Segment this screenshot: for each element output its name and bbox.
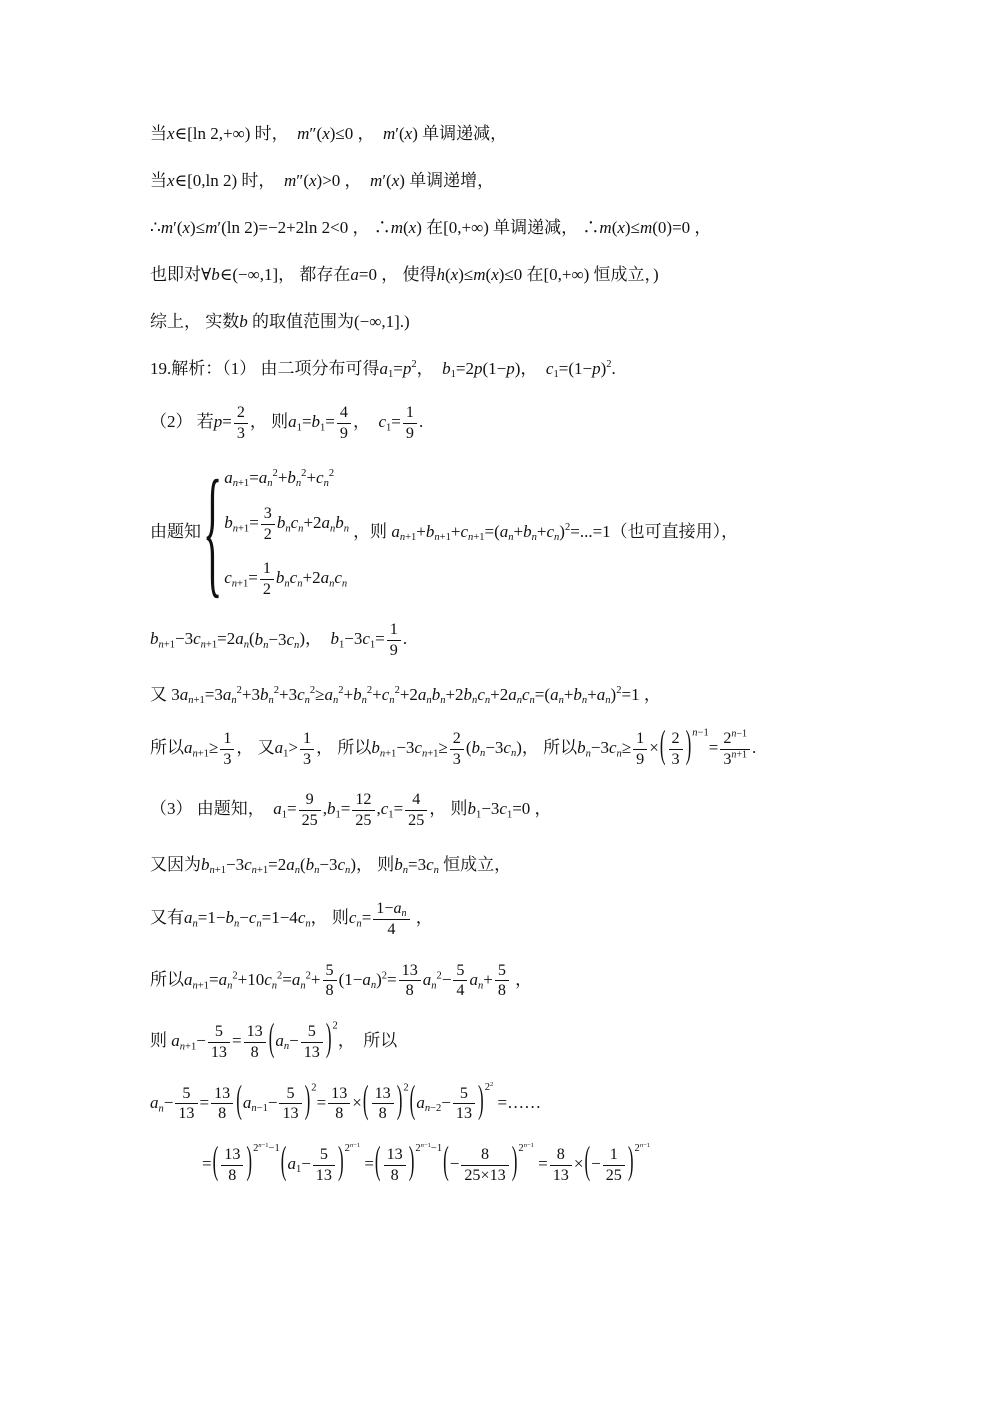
close-paren: ) bbox=[498, 265, 505, 284]
open-paren: ( bbox=[316, 124, 323, 143]
close-paren: ) bbox=[408, 1138, 415, 1183]
open-paren: ( bbox=[584, 1138, 591, 1183]
close-paren: ) bbox=[416, 218, 422, 237]
fraction: $\frac{1}{9}$ bbox=[403, 404, 417, 443]
open-paren: ( bbox=[299, 854, 306, 874]
close-paren: ) bbox=[304, 1077, 311, 1122]
fraction: $\frac{5}{13}$ bbox=[313, 1146, 335, 1185]
fraction: $\frac{13}{8}$ bbox=[221, 1146, 243, 1185]
close-paren: ) bbox=[458, 265, 464, 284]
fraction: $\frac{13}{8}$ bbox=[372, 1085, 394, 1124]
open-paren: ( bbox=[399, 124, 405, 143]
open-paren: ( bbox=[445, 265, 451, 284]
system-label: 由题知 bbox=[150, 522, 201, 542]
fraction: $\frac{1-a_n}{4}$ bbox=[373, 900, 409, 939]
fraction: $\frac{2^{n-1}}{3^{n+1}}$ bbox=[720, 730, 750, 769]
fraction: $\frac{2}{3}$ bbox=[669, 730, 683, 769]
close-paren: ) bbox=[653, 265, 659, 284]
formula-line-15: 所以$a_{n+1}=a_n^2+10c_n^2=a_n^2+$ $\frac{5}{8}$ $(1-a_n)^2=$ $\frac{13}{8}$ $a_n^2-$ $\frac{5}{4}$ $a_n+$ $\frac{5}{8}$ ， bbox=[150, 961, 533, 1000]
close-paren: ) bbox=[600, 359, 607, 378]
close-paren: ) bbox=[396, 1077, 403, 1122]
close-paren: ) bbox=[624, 218, 631, 237]
open-paren: ( bbox=[303, 171, 309, 190]
fraction: $\frac{1}{9}$ bbox=[633, 730, 647, 769]
fraction: $\frac{5}{13}$ bbox=[175, 1085, 197, 1124]
system-equation: $b_{n+1}=$ $\frac{3}{2}$ $b_nc_n+2a_nb_n$ bbox=[224, 505, 350, 544]
open-paren: ( bbox=[465, 738, 472, 758]
close-paren: ) bbox=[404, 312, 410, 331]
fraction: $\frac{8}{13}$ bbox=[550, 1146, 572, 1185]
open-paren: ( bbox=[652, 218, 658, 237]
fraction: $\frac{2}{3}$ bbox=[234, 404, 248, 443]
close-paren: ) bbox=[511, 1138, 518, 1183]
fraction: $\frac{8}{25\times 13}$ bbox=[461, 1146, 508, 1185]
close-paren: ) bbox=[627, 1138, 634, 1183]
fraction: $\frac{13}{8}$ bbox=[244, 1023, 266, 1062]
close-paren: ) bbox=[666, 218, 673, 237]
fraction: $\frac{13}{8}$ bbox=[211, 1085, 233, 1124]
formula-line-6: 19.解析：（1） 由二项分布可得$a_1=p^2$， $b_1=2p(1-p)$， $c_1=(1-p)^2$. bbox=[150, 359, 616, 381]
fraction: $\frac{12}{25}$ bbox=[352, 791, 374, 830]
fraction: $\frac{1}{2}$ bbox=[260, 560, 274, 599]
solution-content bbox=[150, 122, 897, 1208]
open-paren: ( bbox=[362, 1077, 369, 1122]
fraction: $\frac{5}{13}$ bbox=[301, 1023, 323, 1062]
fraction: $\frac{3}{2}$ bbox=[261, 505, 275, 544]
fraction: $\frac{1}{3}$ bbox=[220, 730, 234, 769]
close-paren: ) bbox=[516, 738, 522, 758]
close-paren: ) bbox=[478, 1077, 484, 1122]
system-brace-icon: { bbox=[203, 449, 223, 612]
close-paren: ) bbox=[610, 684, 617, 704]
fraction: $\frac{13}{8}$ bbox=[328, 1085, 350, 1124]
formula-line-10: 又 $3a_{n+1}=3a_n^2+3b_n^2+3c_n^2\ge a_n^2+b_n^2+c_n^2+2a_nb_n+2b_nc_n+2a_nc_n=(a_n+b_n+a_n)^2=1$ ， bbox=[150, 684, 661, 707]
open-paren: ( bbox=[568, 359, 574, 378]
open-paren: ( bbox=[236, 1077, 242, 1122]
formula-line-9: $b_{n+1}-3c_{n+1}=2a_n(b_n-3c_n)$， $b_1-3c_1=$ $\frac{1}{9}$ . bbox=[150, 621, 408, 660]
close-paren: ) bbox=[685, 722, 692, 767]
fraction: $\frac{4}{9}$ bbox=[337, 404, 351, 443]
formula-line-4: 也即对∀b∈(−∞,1]， 都存在a=0 ， 使得h(x)≤m(x)≤0 在[0,+∞) 恒成立，) bbox=[150, 265, 659, 284]
formula-line-17: $a_n-$ $\frac{5}{13}$ = $\frac{13}{8}$ ($a_{n-1}-$ $\frac{5}{13}$ )$^2$= $\frac{13}{8}$ ×( $\frac{13}{8}$ )$^2(a_{n-2}-$ $\frac{5}{13}$ )$^{2^2}$ =…… bbox=[150, 1085, 897, 1124]
fraction: $\frac{13}{8}$ bbox=[399, 962, 421, 1001]
close-paren: ) bbox=[337, 1138, 344, 1183]
open-paren: ( bbox=[248, 629, 255, 649]
formula-line-13: 又因为$b_{n+1}-3c_{n+1}=2a_n(b_n-3c_n)$， 则$b_n=3c_n$ 恒成立， bbox=[150, 854, 512, 877]
open-paren: ( bbox=[611, 218, 618, 237]
formula-line-16: 则 $a_{n+1}-$ $\frac{5}{13}$ = $\frac{13}{8}$ ($a_n-$ $\frac{5}{13}$ )$^2$， 所以 bbox=[150, 1023, 897, 1062]
system-equation: $c_{n+1}=$ $\frac{1}{2}$ $b_nc_n+2a_nc_n$ bbox=[224, 559, 348, 598]
formula-line-5: 综上， 实数b 的取值范围为(−∞,1].) bbox=[150, 312, 410, 331]
fraction: $\frac{2}{3}$ bbox=[450, 730, 464, 769]
formula-line-1: 当x∈[ln 2,+∞) 时， m″(x)≤0 ， m′(x) 单调递减， bbox=[150, 124, 508, 143]
formula-line-14: 又有$a_n=1-b_n-c_n=1-4c_n$， 则$c_n=$ $\frac{1-a_n}{4}$ ， bbox=[150, 899, 433, 938]
system-equation: $a_{n+1}=a_n^2+b_n^2+c_n^2$ bbox=[224, 467, 335, 489]
open-paren: ( bbox=[232, 265, 239, 284]
formula-line-18: =( $\frac{13}{8}$ )$^{2^{n-1}-1}(a_1-$ $\frac{5}{13}$ )$^{2^{n-1}}$ =( $\frac{13}{8}$ )$^{2^{n-1}-1}$(− $\frac{8}{25\times 13}$ )$^{2^{n-1}}$ = $\frac{8}{13}$ ×(− $\frac{1}{25}$ )$^{2^{n-1}}$ bbox=[150, 1146, 897, 1185]
open-paren: ( bbox=[221, 218, 227, 237]
open-paren: ( bbox=[494, 522, 500, 542]
close-paren: ) bbox=[514, 359, 521, 378]
formula-line-7: （2） 若p= $\frac{2}{3}$ ， 则$a_1=b_1=$ $\frac{4}{9}$ ， $c_1=$ $\frac{1}{9}$ . bbox=[150, 404, 424, 442]
open-paren: ( bbox=[443, 1138, 449, 1183]
close-paren: ) bbox=[329, 124, 336, 143]
close-paren: ) bbox=[246, 1138, 253, 1183]
fraction: $\frac{1}{25}$ bbox=[603, 1146, 625, 1185]
open-paren: ( bbox=[403, 218, 409, 237]
fraction: $\frac{13}{8}$ bbox=[384, 1146, 406, 1185]
formula-line-11: 所以$a_{n+1}\ge$ $\frac{1}{3}$ ， 又$a_1>$ $\frac{1}{3}$ ， 所以$b_{n+1}-3c_{n+1}\ge$ $\frac{2}{3}$ $(b_n-3c_n)$， 所以$b_n-3c_n\ge$ $\frac{1}{9}$ ×( $\frac{2}{3}$ )$^{n-1}$= $\frac{2^{n-1}}{3^{n+1}}$ . bbox=[150, 730, 897, 769]
system-equations bbox=[224, 466, 349, 599]
close-paren: ) bbox=[299, 629, 305, 649]
formula-line-2: 当x∈[0,ln 2) 时， m″(x)>0 ， m′(x) 单调递增， bbox=[150, 171, 495, 190]
open-paren: ( bbox=[280, 1138, 287, 1183]
open-paren: ( bbox=[659, 722, 666, 767]
close-paren: ) bbox=[350, 854, 356, 874]
open-paren: ( bbox=[354, 312, 360, 331]
open-paren: ( bbox=[212, 1138, 219, 1183]
close-paren: ) bbox=[399, 171, 405, 190]
close-paren: ) bbox=[252, 218, 259, 237]
fraction: $\frac{5}{8}$ bbox=[323, 962, 337, 1001]
system-trailing-text: ，则 $a_{n+1}+b_{n+1}+c_{n+1}=(a_n+b_n+c_n)^2=...=1$（也可直接用）， bbox=[353, 522, 739, 544]
fraction: $\frac{5}{4}$ bbox=[453, 962, 467, 1001]
fraction: $\frac{5}{13}$ bbox=[279, 1085, 301, 1124]
fraction: $\frac{1}{3}$ bbox=[300, 730, 314, 769]
open-paren: ( bbox=[386, 171, 392, 190]
fraction: $\frac{5}{13}$ bbox=[453, 1085, 475, 1124]
fraction: $\frac{5}{13}$ bbox=[208, 1023, 230, 1062]
open-paren: ( bbox=[176, 218, 183, 237]
close-paren: ) bbox=[190, 218, 196, 237]
close-paren: ) bbox=[559, 522, 565, 542]
open-paren: ( bbox=[409, 1077, 416, 1122]
close-paren: ) bbox=[376, 969, 382, 989]
open-paren: ( bbox=[268, 1015, 275, 1060]
fraction: $\frac{4}{25}$ bbox=[405, 791, 427, 830]
close-paren: ) bbox=[325, 1015, 332, 1060]
fraction: $\frac{1}{9}$ bbox=[387, 621, 401, 660]
fraction: $\frac{5}{8}$ bbox=[495, 962, 509, 1001]
close-paren: ) bbox=[412, 124, 418, 143]
open-paren: ( bbox=[338, 969, 345, 989]
open-paren: ( bbox=[374, 1138, 381, 1183]
formula-line-3: ∴m′(x)≤m′(ln 2)=−2+2ln 2<0 ， ∴m(x) 在[0,+∞) 单调递减， ∴m(x)≤m(0)=0 ， bbox=[150, 218, 712, 237]
open-paren: ( bbox=[485, 265, 492, 284]
formula-line-12: （3） 由题知， $a_1=$ $\frac{9}{25}$ $,b_1=$ $\frac{12}{25}$ $,c_1=$ $\frac{4}{25}$ ， 则$b_1-3c_1=0$ ， bbox=[150, 791, 552, 830]
open-paren: ( bbox=[482, 359, 489, 378]
formula-line-8 bbox=[150, 449, 897, 612]
open-paren: ( bbox=[544, 684, 551, 704]
close-paren: ) bbox=[316, 171, 323, 190]
fraction: $\frac{9}{25}$ bbox=[299, 791, 321, 830]
